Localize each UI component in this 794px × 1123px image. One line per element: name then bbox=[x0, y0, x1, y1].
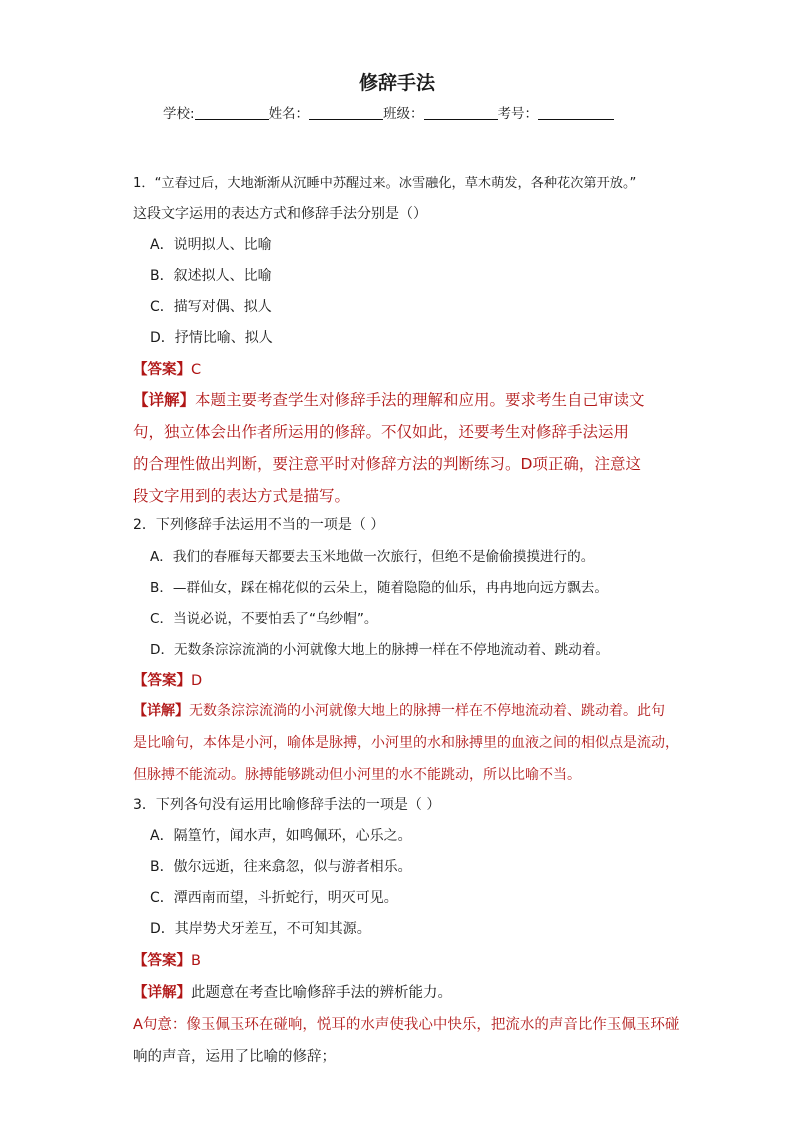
q3-option-b: B．傲尔远逝，往来翕忽，似与游者相乐。 bbox=[150, 859, 412, 875]
q1-stem-line1: 1．“立春过后，大地渐渐从沉睡中苏醒过来。冰雪融化，草木萌发，各种花次第开放。” bbox=[133, 176, 637, 191]
q2-stem: 2．下列修辞手法运用不当的一项是（ ） bbox=[133, 517, 385, 533]
q3-answer-tag: 【答案】 bbox=[133, 953, 191, 969]
q3-detail-line bbox=[133, 981, 452, 1002]
school-label: 学校: bbox=[163, 106, 195, 122]
q3-answer bbox=[133, 949, 201, 970]
name-label: 姓名： bbox=[268, 106, 310, 122]
q1-detail-line3: 的合理性做出判断，要注意平时对修辞方法的判断练习。D项正确，注意这 bbox=[133, 455, 641, 473]
q2-option-c: C．当说必说，不要怕丢了“乌纱帽”。 bbox=[150, 611, 378, 627]
school-blank bbox=[195, 105, 269, 120]
q2-option-b: B．—群仙女，踩在棉花似的云朵上，随着隐隐的仙乐，冉冉地向远方飘去。 bbox=[150, 580, 608, 596]
number-blank bbox=[538, 105, 614, 120]
q1-option-c: C．描写对偶、拟人 bbox=[150, 299, 272, 315]
q2-answer-value: D bbox=[191, 673, 203, 689]
q1-answer-value: C bbox=[191, 362, 202, 378]
q1-answer bbox=[133, 358, 201, 379]
q1-option-b: B．叙述拟人、比喻 bbox=[150, 268, 272, 284]
q3-stem: 3．下列各句没有运用比喻修辞手法的一项是（ ） bbox=[133, 797, 441, 813]
q1-detail-line1 bbox=[133, 388, 673, 410]
q2-answer bbox=[133, 669, 202, 690]
q2-detail-line2: 是比喻句，本体是小河，喻体是脉搏，小河里的水和脉搏里的血液之间的相似点是流动， bbox=[133, 735, 679, 751]
q1-detail-line4: 段文字用到的表达方式是描写。 bbox=[133, 487, 351, 505]
q2-detail-line3: 但脉搏不能流动。脉搏能够跳动但小河里的水不能跳动，所以比喻不当。 bbox=[133, 767, 581, 783]
q1-detail-text1: 本题主要考查学生对修辞手法的理解和应用。要求考生自己审读文 bbox=[195, 391, 645, 409]
q3-detail-tag: 【详解】 bbox=[133, 985, 191, 1001]
number-label: 考号： bbox=[497, 106, 539, 122]
q2-option-d: D．无数条淙淙流淌的小河就像大地上的脉搏一样在不停地流动着、跳动着。 bbox=[150, 642, 610, 658]
q1-detail-line2: 句，独立体会出作者所运用的修辞。不仅如此，还要考生对修辞手法运用 bbox=[133, 423, 630, 441]
class-blank bbox=[424, 105, 498, 120]
q1-answer-tag: 【答案】 bbox=[133, 362, 191, 378]
q2-answer-tag: 【答案】 bbox=[133, 673, 191, 689]
q3-option-d: D．其岸势犬牙差互，不可知其源。 bbox=[150, 921, 371, 937]
q3-a-explain-line1: A句意：像玉佩玉环在碰响，悦耳的水声使我心中快乐，把流水的声音比作玉佩玉环碰 bbox=[133, 1017, 680, 1033]
q2-option-a: A．我们的春雁每天都要去玉米地做一次旅行，但绝不是偷偷摸摸进行的。 bbox=[150, 549, 595, 565]
name-blank bbox=[309, 105, 383, 120]
student-info-line bbox=[163, 102, 614, 122]
q2-detail-tag: 【详解】 bbox=[133, 703, 189, 719]
class-label: 班级： bbox=[383, 106, 424, 122]
q2-detail-line1 bbox=[133, 700, 673, 720]
q2-detail-text1: 无数条淙淙流淌的小河就像大地上的脉搏一样在不停地流动着、跳动着。此句 bbox=[189, 703, 665, 719]
q1-detail-tag: 【详解】 bbox=[133, 391, 196, 409]
q3-option-a: A．隔篁竹，闻水声，如鸣佩环，心乐之。 bbox=[150, 828, 412, 844]
q3-option-c: C．潭西南而望，斗折蛇行，明灭可见。 bbox=[150, 890, 398, 906]
page-title: 修辞手法 bbox=[358, 72, 435, 94]
q3-answer-value: B bbox=[191, 953, 201, 969]
q1-stem-line2: 这段文字运用的表达方式和修辞手法分别是（） bbox=[133, 206, 427, 222]
q1-option-d: D．抒情比喻、拟人 bbox=[150, 330, 273, 346]
q3-a-explain-line2: 响的声音，运用了比喻的修辞； bbox=[133, 1049, 336, 1065]
q3-detail-text: 此题意在考查比喻修辞手法的辨析能力。 bbox=[191, 985, 452, 1001]
q1-option-a: A．说明拟人、比喻 bbox=[150, 237, 272, 253]
